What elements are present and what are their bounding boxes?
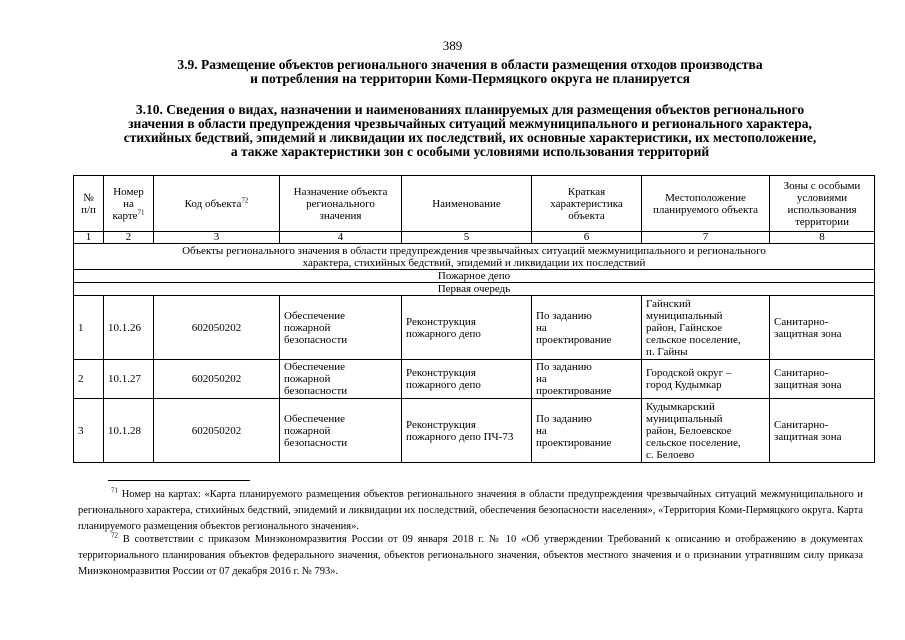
footnote-ref-71: 71 (137, 207, 145, 216)
page-number: 389 (442, 38, 463, 53)
col-number: 8 (770, 232, 875, 244)
col-header-purpose: Назначение объекта регионального значения (280, 176, 402, 232)
col-header-name: Наименование (402, 176, 532, 232)
footnote-text: В соответствии с приказом Минэкономразвития России от 09 января 2018 г. № 10 «Об утверждении Требований к описанию и отображению в документах территориального планирования объектов федерального значения, объектов регионального значения, объектов местного значения и о признании утратившим силу приказа Минэкономразвития России от 07 декабря 2016 г. № 793». (78, 534, 863, 577)
cell-name: Реконструкция пожарного депо (402, 360, 532, 399)
cell-map: 10.1.28 (104, 399, 154, 463)
heading-line: значения в области предупреждения чрезвычайных ситуаций межмуниципального и регионального характера, (128, 116, 812, 131)
cell-map: 10.1.27 (104, 360, 154, 399)
subgroup-row (74, 270, 875, 283)
footnote-separator (108, 480, 250, 481)
table-row (74, 399, 875, 463)
cell-code: 602050202 (154, 296, 280, 360)
heading-line: стихийных бедствий, эпидемий и ликвидации их последствий, их основные характеристики, их местоположение, (123, 130, 817, 145)
col-number: 1 (74, 232, 104, 244)
col-header-location: Местоположение планируемого объекта (642, 176, 770, 232)
group-title: Объекты регионального значения в области предупреждения чрезвычайных ситуаций межмуниципального и регионального характера, стихийных бедствий, эпидемий и ликвидации их последствий (74, 244, 875, 270)
group-title-row (74, 244, 875, 270)
table-row (74, 360, 875, 399)
cell-zone: Санитарно- защитная зона (770, 399, 875, 463)
footnote-mark: 72 (111, 531, 118, 540)
cell-location: Городской округ – город Кудымкар (642, 360, 770, 399)
footnote-text: Номер на картах: «Карта планируемого размещения объектов регионального значения в области предупреждения чрезвычайных ситуаций межмуниципального и регионального характера, стихийных бедствий, эпидемий и ликвидации их последствий, обеспечения безопасности населения», «Территория Коми-Пермяцкого округа. Карта планируемого размещения объектов регионального значения». (78, 489, 864, 532)
col-header-num: № п/п (74, 176, 104, 232)
col-header-zones: Зоны с особыми условиями использования территории (770, 176, 875, 232)
section-3-10-heading (90, 103, 850, 159)
cell-location: Кудымкарский муниципальный район, Белоевское сельское поселение, с. Белоево (642, 399, 770, 463)
col-number: 3 (154, 232, 280, 244)
cell-code: 602050202 (154, 399, 280, 463)
section-3-9-heading (90, 58, 850, 86)
col-number: 4 (280, 232, 402, 244)
queue-title: Первая очередь (74, 283, 875, 296)
col-number: 2 (104, 232, 154, 244)
footnote-71 (78, 487, 863, 535)
cell-num: 1 (74, 296, 104, 360)
cell-num: 3 (74, 399, 104, 463)
footnote-ref-72: 72 (241, 195, 249, 204)
table-row (74, 296, 875, 360)
cell-name: Реконструкция пожарного депо ПЧ-73 (402, 399, 532, 463)
col-header-brief: Краткая характеристика объекта (532, 176, 642, 232)
cell-zone: Санитарно- защитная зона (770, 296, 875, 360)
col-number: 5 (402, 232, 532, 244)
cell-map: 10.1.26 (104, 296, 154, 360)
heading-line: 3.10. Сведения о видах, назначении и наименованиях планируемых для размещения объектов регионального (135, 102, 805, 117)
cell-location: Гайнский муниципальный район, Гайнское сельское поселение, п. Гайны (642, 296, 770, 360)
cell-zone: Санитарно- защитная зона (770, 360, 875, 399)
cell-num: 2 (74, 360, 104, 399)
col-header-code: Код объекта$^{72}$ (154, 176, 280, 232)
cell-purpose: Обеспечение пожарной безопасности (280, 399, 402, 463)
heading-line: а также характеристики зон с особыми условиями использования территорий (230, 144, 710, 159)
cell-brief: По заданию на проектирование (532, 360, 642, 399)
queue-row (74, 283, 875, 296)
heading-line: и потребления на территории Коми-Пермяцкого округа не планируется (250, 71, 690, 86)
cell-brief: По заданию на проектирование (532, 399, 642, 463)
cell-code: 602050202 (154, 360, 280, 399)
cell-purpose: Обеспечение пожарной безопасности (280, 296, 402, 360)
footnote-72 (78, 532, 863, 580)
subgroup-title: Пожарное депо (74, 270, 875, 283)
cell-name: Реконструкция пожарного депо (402, 296, 532, 360)
header-row (74, 176, 875, 232)
footnote-mark: 71 (111, 486, 118, 495)
column-number-row (74, 232, 875, 244)
col-number: 7 (642, 232, 770, 244)
cell-purpose: Обеспечение пожарной безопасности (280, 360, 402, 399)
facilities-table (73, 175, 875, 463)
heading-line: 3.9. Размещение объектов регионального значения в области размещения отходов производства (177, 57, 763, 72)
col-header-map-number: Номер на карте$^{71}$ (104, 176, 154, 232)
col-number: 6 (532, 232, 642, 244)
cell-brief: По заданию на проектирование (532, 296, 642, 360)
